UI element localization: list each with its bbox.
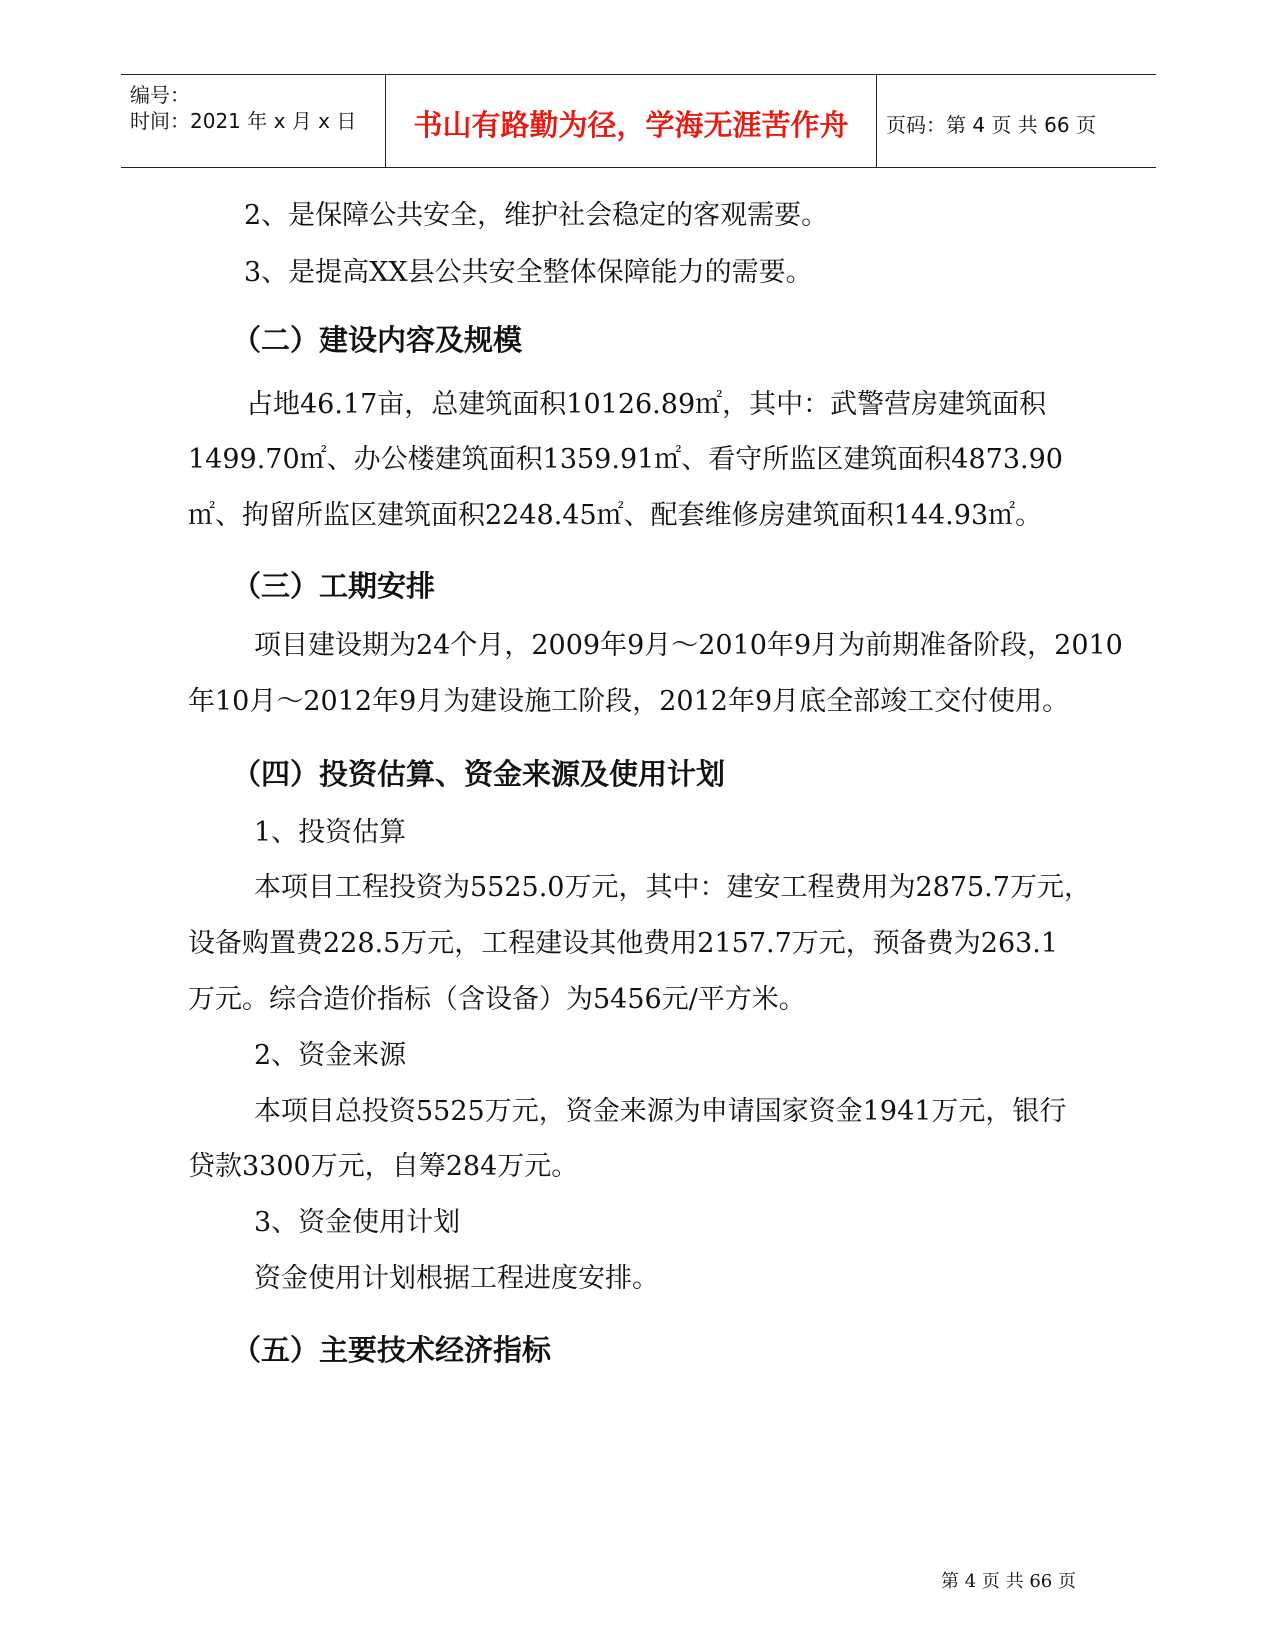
paragraph-line: ㎡、拘留所监区建筑面积2248.45㎡、配套维修房建筑面积144.93㎡。 xyxy=(188,500,1043,531)
page-header xyxy=(121,74,1156,168)
paragraph-line: 1499.70㎡、办公楼建筑面积1359.91㎡、看守所监区建筑面积4873.90 xyxy=(188,444,1063,475)
paragraph-line: 资金使用计划根据工程进度安排。 xyxy=(254,1263,659,1294)
paragraph-line: 项目建设期为24个月，2009年9月～2010年9月为前期准备阶段，2010 xyxy=(254,630,1123,661)
paragraph-line: 3、是提高XX县公共安全整体保障能力的需要。 xyxy=(244,257,813,288)
header-info-cell xyxy=(121,75,385,167)
paragraph-line: 占地46.17亩，总建筑面积10126.89㎡，其中：武警营房建筑面积 xyxy=(246,389,1047,420)
section-heading: （二）建设内容及规模 xyxy=(232,323,523,357)
subsection-heading: 2、资金来源 xyxy=(254,1040,407,1071)
header-page-number: 页码：第 4 页 共 66 页 xyxy=(886,113,1096,137)
header-motto-cell xyxy=(385,75,877,167)
paragraph-line: 本项目总投资5525万元，资金来源为申请国家资金1941万元，银行 xyxy=(254,1096,1067,1127)
document-date: 时间：2021 年 x 月 x 日 xyxy=(130,109,357,133)
page-footer-number: 第 4 页 共 66 页 xyxy=(941,1571,1076,1592)
section-heading: （五）主要技术经济指标 xyxy=(232,1333,552,1367)
subsection-heading: 1、投资估算 xyxy=(254,817,407,848)
subsection-heading: 3、资金使用计划 xyxy=(254,1207,461,1238)
paragraph-line: 年10月～2012年9月为建设施工阶段，2012年9月底全部竣工交付使用。 xyxy=(188,686,1070,717)
header-page-cell xyxy=(876,75,1156,167)
paragraph-line: 贷款3300万元，自筹284万元。 xyxy=(188,1151,579,1182)
header-motto: 书山有路勤为径，学海无涯苦作舟 xyxy=(413,108,849,142)
paragraph-line: 2、是保障公共安全，维护社会稳定的客观需要。 xyxy=(244,200,829,231)
paragraph-line: 本项目工程投资为5525.0万元，其中：建安工程费用为2875.7万元， xyxy=(254,872,1091,903)
paragraph-line: 设备购置费228.5万元，工程建设其他费用2157.7万元，预备费为263.1 xyxy=(188,928,1059,959)
section-heading: （三）工期安排 xyxy=(232,569,436,603)
document-code: 编号： xyxy=(130,83,190,107)
paragraph-line: 万元。综合造价指标（含设备）为5456元/平方米。 xyxy=(188,984,806,1015)
section-heading: （四）投资估算、资金来源及使用计划 xyxy=(232,757,726,791)
